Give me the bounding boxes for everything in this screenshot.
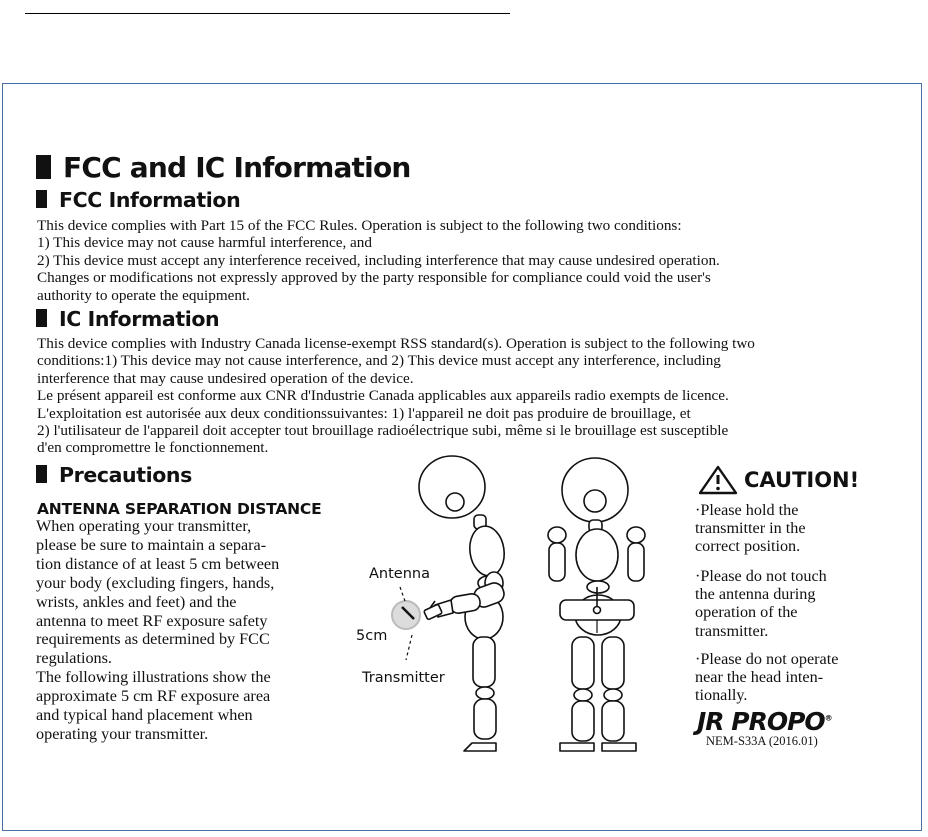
antenna-label: Antenna [369, 566, 430, 582]
ic-line: d'en compromettre le fonctionnement. [37, 439, 269, 457]
caution-bullet-2 [695, 567, 827, 640]
precautions-line: and typical hand placement when [36, 706, 253, 725]
transmitter-label: Transmitter [362, 670, 445, 686]
caution-bullet-3 [695, 650, 838, 705]
caution-line: transmitter. [695, 621, 769, 640]
fcc-heading: FCC Information [36, 188, 240, 212]
fcc-line: authority to operate the equipment. [37, 286, 250, 304]
ic-line: L'exploitation est autorisée aux deux conditionssuivantes: 1) l'appareil ne doit pas produire de brouillage, et [37, 404, 691, 422]
warning-triangle-icon [698, 465, 738, 495]
precautions-line: regulations. [36, 649, 112, 668]
caution-bullet-1 [695, 501, 806, 556]
precautions-line: tion distance of at least 5 cm between [36, 554, 280, 573]
ic-line: interference that may cause undesired operation of the device. [37, 369, 414, 387]
fcc-line: 2) This device must accept any interference received, including interference that may cause undesired operation. [37, 251, 720, 269]
page-title: FCC and IC Information [36, 151, 411, 184]
caution-line: tionally. [695, 686, 748, 705]
precautions-line: wrists, ankles and feet) and the [36, 592, 237, 611]
caution-line: the antenna during [695, 585, 816, 604]
heading-square-icon [36, 190, 47, 208]
fcc-line: This device complies with Part 15 of the FCC Rules. Operation is subject to the following two conditions: [37, 217, 682, 234]
precautions-line: please be sure to maintain a separa- [36, 535, 267, 554]
precautions-text [36, 517, 279, 744]
caution-line: near the head inten- [695, 668, 824, 687]
fcc-text [37, 217, 720, 304]
precautions-heading: Precautions [36, 463, 192, 487]
distance-label: 5cm [356, 628, 388, 644]
model-number: NEM-S33A (2016.01) [706, 734, 818, 748]
ic-heading: IC Information [36, 307, 219, 331]
precautions-line: antenna to meet RF exposure safety [36, 611, 268, 630]
ic-line: This device complies with Industry Canada license-exempt RSS standard(s). Operation is subject to the following two [37, 335, 755, 352]
precautions-line: When operating your transmitter, [36, 517, 252, 535]
precautions-line: approximate 5 cm RF exposure area [36, 687, 271, 706]
fcc-line: Changes or modifications not expressly approved by the party responsible for compliance could void the user's [37, 269, 711, 287]
precautions-line: The following illustrations show the [36, 668, 271, 687]
precautions-line: your body (excluding fingers, hands, [36, 573, 275, 592]
fcc-line: 1) This device may not cause harmful interference, and [37, 234, 372, 252]
caution-line: ·Please do not operate [695, 650, 839, 668]
precautions-line: requirements as determined by FCC [36, 630, 270, 649]
ic-line: conditions:1) This device may not cause interference, and 2) This device must accept any interference, including [37, 352, 721, 370]
side-view-figure [419, 456, 507, 751]
antenna-separation-subheading: ANTENNA SEPARATION DISTANCE [37, 500, 322, 518]
caution-line: ·Please hold the [695, 501, 799, 519]
caution-line: correct position. [695, 537, 801, 556]
heading-square-icon [36, 309, 47, 327]
caution-line: operation of the [695, 603, 798, 622]
caution-line: ·Please do not touch [695, 567, 827, 585]
ic-line: 2) l'utilisateur de l'appareil doit accepter tout brouillage radioélectrique subi, même si le brouillage est susceptible [37, 422, 729, 440]
jr-propo-logo: JR PROPO® [697, 707, 832, 736]
caution-heading: CAUTION! [744, 468, 860, 492]
ic-line: Le présent appareil est conforme aux CNR d'Industrie Canada applicables aux appareils radio exempts de licence. [37, 387, 729, 405]
top-rule [25, 13, 510, 14]
precautions-line: operating your transmitter. [36, 724, 209, 743]
rf-exposure-zone [392, 601, 420, 629]
caution-line: transmitter in the [695, 519, 806, 538]
mannequin-illustration [350, 455, 670, 755]
heading-square-icon [36, 465, 47, 483]
front-view-figure [548, 458, 645, 751]
heading-square-icon [36, 155, 51, 179]
ic-text [37, 335, 755, 457]
